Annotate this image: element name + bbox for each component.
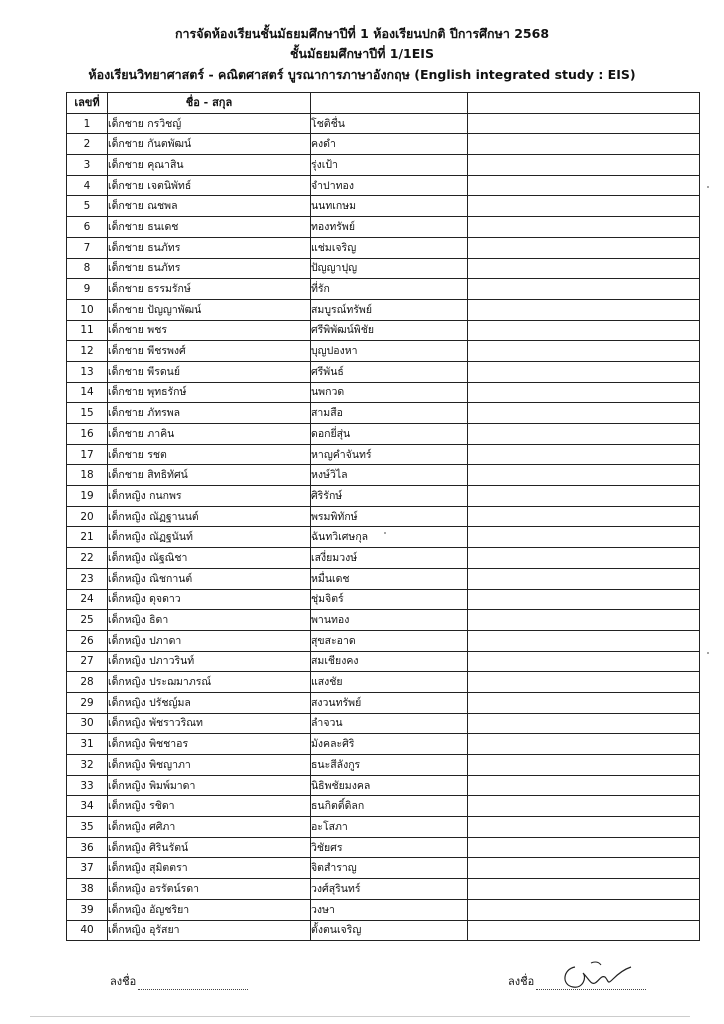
student-number: 4 [67, 175, 108, 196]
student-first-name: เด็กหญิง พิมพ์มาดา [108, 779, 196, 792]
student-surname: พานทอง [311, 610, 468, 631]
student-name-cell [108, 610, 311, 631]
student-first-name: เด็กหญิง ปรัชญ์มล [108, 696, 191, 709]
student-number: 10 [67, 299, 108, 320]
student-name-cell [108, 734, 311, 755]
student-surname: แสงชัย [311, 672, 468, 693]
table-row [67, 444, 700, 465]
student-name-cell [108, 299, 311, 320]
student-number: 19 [67, 486, 108, 507]
student-number: 24 [67, 589, 108, 610]
student-first-name: เด็กหญิง ธิดา [108, 614, 169, 627]
table-row [67, 217, 700, 238]
table-row [67, 651, 700, 672]
student-name-cell [108, 134, 311, 155]
student-surname: สงวนทรัพย์ [311, 692, 468, 713]
student-name-cell [108, 155, 311, 176]
handwritten-signature [555, 955, 635, 995]
student-surname: เสงี่ยมวงษ์ [311, 548, 468, 569]
student-first-name: เด็กชาย เจตนิพัทธ์ [108, 179, 192, 192]
student-first-name: เด็กหญิง ณัฏฐนันท์ [108, 531, 193, 544]
student-surname: พรมพิทักษ์ [311, 506, 468, 527]
student-name-cell [108, 424, 311, 445]
student-number: 33 [67, 775, 108, 796]
student-number: 40 [67, 920, 108, 941]
table-header-row [67, 93, 700, 114]
student-surname: ศรีพิพัฒน์พิชัย [311, 320, 468, 341]
blank-cell [468, 175, 700, 196]
student-first-name: เด็กชาย ณชพล [108, 200, 178, 213]
signature-label-right: ลงชื่อ [508, 975, 535, 988]
student-number: 15 [67, 403, 108, 424]
student-first-name: เด็กหญิง ศศิภา [108, 820, 176, 833]
student-name-cell [108, 775, 311, 796]
student-name-cell [108, 568, 311, 589]
program-heading: ห้องเรียนวิทยาศาสตร์ - คณิตศาสตร์ บูรณาการภาษาอังกฤษ (English integrated study : EIS) [88, 67, 636, 82]
student-name-cell [108, 879, 311, 900]
student-number: 26 [67, 630, 108, 651]
table-row [67, 175, 700, 196]
student-first-name: เด็กหญิง พิชญาภา [108, 758, 191, 771]
student-number: 29 [67, 692, 108, 713]
table-row [67, 113, 700, 134]
blank-cell [468, 424, 700, 445]
student-number: 14 [67, 382, 108, 403]
student-first-name: เด็กหญิง อัญชริยา [108, 903, 190, 916]
student-first-name: เด็กหญิง สุมิตตรา [108, 862, 188, 875]
signature-label-left: ลงชื่อ [110, 975, 137, 988]
student-number: 30 [67, 713, 108, 734]
blank-cell [468, 444, 700, 465]
signature-line-left [110, 972, 248, 990]
student-first-name: เด็กหญิง ประฌมาภรณ์ [108, 676, 212, 689]
student-name-cell [108, 651, 311, 672]
student-name-cell [108, 217, 311, 238]
blank-cell [468, 713, 700, 734]
student-number: 22 [67, 548, 108, 569]
student-first-name: เด็กหญิง อุรัสยา [108, 924, 180, 937]
student-surname: ธนะสีลังกูร [311, 755, 468, 776]
table-row [67, 299, 700, 320]
student-surname: ทองทรัพย์ [311, 217, 468, 238]
table-row [67, 134, 700, 155]
student-surname: ชุ่มจิตร์ [311, 589, 468, 610]
student-name-cell [108, 361, 311, 382]
student-name-cell [108, 692, 311, 713]
table-row [67, 692, 700, 713]
blank-cell [468, 403, 700, 424]
student-first-name: เด็กชาย ธนเดช [108, 220, 179, 233]
student-number: 23 [67, 568, 108, 589]
student-name-cell [108, 486, 311, 507]
table-row [67, 817, 700, 838]
student-surname: คงดำ [311, 134, 468, 155]
student-number: 17 [67, 444, 108, 465]
student-number: 16 [67, 424, 108, 445]
student-first-name: เด็กชาย ธรรมรักษ์ [108, 283, 191, 296]
student-number: 20 [67, 506, 108, 527]
blank-cell [468, 361, 700, 382]
student-number: 6 [67, 217, 108, 238]
scan-bottom-edge [30, 1016, 690, 1017]
table-row [67, 672, 700, 693]
student-name-cell [108, 320, 311, 341]
student-first-name: เด็กชาย รชต [108, 448, 167, 461]
student-name-cell [108, 113, 311, 134]
table-row [67, 713, 700, 734]
blank-cell [468, 589, 700, 610]
blank-cell [468, 548, 700, 569]
table-row [67, 465, 700, 486]
blank-cell [468, 113, 700, 134]
signature-dotted-line [138, 979, 248, 990]
student-surname: มังคละศิริ [311, 734, 468, 755]
blank-cell [468, 527, 700, 548]
table-row [67, 548, 700, 569]
student-surname: วงษา [311, 899, 468, 920]
student-name-cell [108, 548, 311, 569]
blank-cell [468, 858, 700, 879]
table-row [67, 755, 700, 776]
student-surname: สามสือ [311, 403, 468, 424]
student-first-name: เด็กหญิง พิชชาอร [108, 738, 189, 751]
table-row [67, 382, 700, 403]
table-row [67, 589, 700, 610]
class-level-heading: ชั้นมัธยมศึกษาปีที่ 1/1EIS [290, 46, 434, 61]
blank-cell [468, 630, 700, 651]
student-surname: ศิริรักษ์ [311, 486, 468, 507]
student-first-name: เด็กชาย พุทธรักษ์ [108, 386, 187, 399]
student-surname: หมื่นเดช [311, 568, 468, 589]
student-first-name: เด็กหญิง ณัฏฐานนต์ [108, 510, 199, 523]
table-row [67, 320, 700, 341]
student-number: 5 [67, 196, 108, 217]
student-surname: หาญคำจันทร์ [311, 444, 468, 465]
student-surname: นิธิพชัยมงคล [311, 775, 468, 796]
student-number: 7 [67, 237, 108, 258]
student-number: 8 [67, 258, 108, 279]
student-name-cell [108, 258, 311, 279]
student-number: 36 [67, 837, 108, 858]
student-surname: อะโสภา [311, 817, 468, 838]
student-first-name: เด็กหญิง ปภาดา [108, 634, 182, 647]
blank-cell [468, 610, 700, 631]
blank-cell [468, 920, 700, 941]
table-row [67, 341, 700, 362]
student-name-cell [108, 279, 311, 300]
student-surname: แช่มเจริญ [311, 237, 468, 258]
student-surname: จิตสำราญ [311, 858, 468, 879]
student-surname: สมเชียงคง [311, 651, 468, 672]
student-first-name: เด็กชาย กรวิชญ์ [108, 117, 182, 130]
student-name-cell [108, 506, 311, 527]
blank-cell [468, 672, 700, 693]
student-first-name: เด็กหญิง กนกพร [108, 489, 182, 502]
blank-cell [468, 217, 700, 238]
table-row [67, 155, 700, 176]
student-surname: สุขสะอาด [311, 630, 468, 651]
student-name-cell [108, 817, 311, 838]
student-surname: โชติชื่น [311, 113, 468, 134]
student-number: 12 [67, 341, 108, 362]
table-row [67, 237, 700, 258]
blank-cell [468, 155, 700, 176]
student-surname: ศรีพันธ์ [311, 361, 468, 382]
blank-cell [468, 817, 700, 838]
student-surname: สมบูรณ์ทรัพย์ [311, 299, 468, 320]
scan-speck [707, 186, 709, 188]
blank-cell [468, 237, 700, 258]
blank-cell [468, 299, 700, 320]
student-number: 2 [67, 134, 108, 155]
table-row [67, 258, 700, 279]
blank-cell [468, 899, 700, 920]
blank-cell [468, 796, 700, 817]
student-surname: ที่รัก [311, 279, 468, 300]
table-row [67, 775, 700, 796]
blank-cell [468, 568, 700, 589]
student-first-name: เด็กชาย ภัทรพล [108, 407, 181, 420]
table-row [67, 837, 700, 858]
student-surname: หงษ์วิไล [311, 465, 468, 486]
table-row [67, 899, 700, 920]
table-row [67, 879, 700, 900]
blank-cell [468, 734, 700, 755]
blank-cell [468, 506, 700, 527]
table-row [67, 196, 700, 217]
student-first-name: เด็กชาย ธนภัทร [108, 241, 181, 254]
column-header-blank-2 [468, 93, 700, 114]
column-header-blank-1 [311, 93, 468, 114]
scan-speck [384, 532, 386, 534]
blank-cell [468, 258, 700, 279]
scan-speck [707, 652, 709, 654]
student-number: 38 [67, 879, 108, 900]
table-row [67, 568, 700, 589]
student-surname: ตั้งตนเจริญ [311, 920, 468, 941]
student-roster-table [66, 92, 700, 941]
student-first-name: เด็กชาย ธนภัทร [108, 262, 181, 275]
blank-cell [468, 341, 700, 362]
student-name-cell [108, 237, 311, 258]
table-row [67, 858, 700, 879]
blank-cell [468, 465, 700, 486]
student-name-cell [108, 899, 311, 920]
student-first-name: เด็กชาย ปัญญาพัฒน์ [108, 303, 202, 316]
student-surname: ปัญญาปุญ [311, 258, 468, 279]
table-row [67, 527, 700, 548]
student-name-cell [108, 755, 311, 776]
student-surname: บุญปองหา [311, 341, 468, 362]
table-row [67, 403, 700, 424]
student-surname: ดอกยี่สุ่น [311, 424, 468, 445]
student-name-cell [108, 858, 311, 879]
table-row [67, 610, 700, 631]
student-number: 31 [67, 734, 108, 755]
student-number: 34 [67, 796, 108, 817]
student-name-cell [108, 341, 311, 362]
student-surname: นพกวด [311, 382, 468, 403]
blank-cell [468, 134, 700, 155]
table-row [67, 486, 700, 507]
student-number: 21 [67, 527, 108, 548]
table-row [67, 734, 700, 755]
column-header-number: เลขที่ [67, 93, 108, 114]
student-name-cell [108, 630, 311, 651]
student-name-cell [108, 444, 311, 465]
student-first-name: เด็กหญิง พัชราวริณท [108, 717, 203, 730]
column-header-name: ชื่อ - สกุล [108, 93, 311, 114]
student-name-cell [108, 196, 311, 217]
student-surname: วงศ์สุรินทร์ [311, 879, 468, 900]
student-surname: ธนกิตติ์ดิลก [311, 796, 468, 817]
table-row [67, 279, 700, 300]
blank-cell [468, 755, 700, 776]
student-number: 27 [67, 651, 108, 672]
student-number: 35 [67, 817, 108, 838]
student-first-name: เด็กหญิง ณิชกานต์ [108, 572, 193, 585]
table-row [67, 796, 700, 817]
blank-cell [468, 279, 700, 300]
student-name-cell [108, 175, 311, 196]
student-name-cell [108, 382, 311, 403]
student-number: 13 [67, 361, 108, 382]
blank-cell [468, 837, 700, 858]
student-first-name: เด็กชาย พชร [108, 324, 167, 337]
student-name-cell [108, 837, 311, 858]
student-surname: ลำจวน [311, 713, 468, 734]
student-first-name: เด็กหญิง ณัฐณิชา [108, 551, 188, 564]
student-first-name: เด็กชาย ภาคิน [108, 427, 175, 440]
student-name-cell [108, 527, 311, 548]
blank-cell [468, 651, 700, 672]
student-number: 37 [67, 858, 108, 879]
student-name-cell [108, 920, 311, 941]
student-number: 32 [67, 755, 108, 776]
blank-cell [468, 382, 700, 403]
blank-cell [468, 692, 700, 713]
student-surname: รุ่งเป้า [311, 155, 468, 176]
document-title: การจัดห้องเรียนชั้นมัธยมศึกษาปีที่ 1 ห้องเรียนปกติ ปีการศึกษา 2568 [174, 26, 550, 41]
student-name-cell [108, 465, 311, 486]
student-name-cell [108, 796, 311, 817]
table-row [67, 506, 700, 527]
student-first-name: เด็กชาย คุณาสิน [108, 158, 184, 171]
student-number: 25 [67, 610, 108, 631]
blank-cell [468, 775, 700, 796]
student-first-name: เด็กชาย กันตพัฒน์ [108, 138, 192, 151]
student-first-name: เด็กหญิง ศิรินรัตน์ [108, 841, 189, 854]
table-row [67, 361, 700, 382]
student-first-name: เด็กชาย พีรดนย์ [108, 365, 180, 378]
table-row [67, 630, 700, 651]
student-number: 18 [67, 465, 108, 486]
student-number: 1 [67, 113, 108, 134]
student-name-cell [108, 672, 311, 693]
student-name-cell [108, 713, 311, 734]
student-number: 3 [67, 155, 108, 176]
student-number: 9 [67, 279, 108, 300]
blank-cell [468, 879, 700, 900]
student-first-name: เด็กหญิง ปภาวรินท์ [108, 655, 195, 668]
table-row [67, 424, 700, 445]
student-name-cell [108, 589, 311, 610]
student-first-name: เด็กหญิง ดุจดาว [108, 593, 181, 606]
student-first-name: เด็กหญิง อรรัตน์รดา [108, 882, 200, 895]
student-first-name: เด็กชาย สิทธิทัศน์ [108, 469, 188, 482]
student-first-name: เด็กหญิง รชิดา [108, 800, 175, 813]
student-surname: วิชัยศร [311, 837, 468, 858]
student-surname: ฉันทวิเศษกุล [311, 527, 468, 548]
student-first-name: เด็กชาย พีชรพงศ์ [108, 345, 186, 358]
student-number: 39 [67, 899, 108, 920]
blank-cell [468, 486, 700, 507]
student-number: 11 [67, 320, 108, 341]
student-surname: นนทเกษม [311, 196, 468, 217]
table-row [67, 920, 700, 941]
student-surname: จำปาทอง [311, 175, 468, 196]
student-number: 28 [67, 672, 108, 693]
blank-cell [468, 320, 700, 341]
student-name-cell [108, 403, 311, 424]
roster-body [67, 113, 700, 941]
blank-cell [468, 196, 700, 217]
